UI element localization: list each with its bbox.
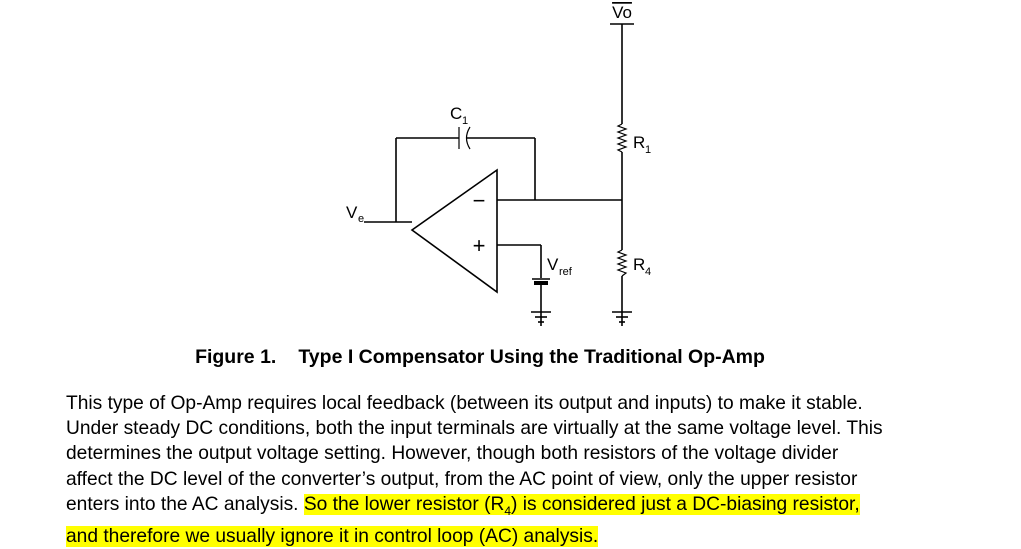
paragraph-line-highlighted xyxy=(66,524,1016,549)
svg-text:R: R xyxy=(633,133,646,152)
paragraph-line: This type of Op-Amp requires local feedback (between its output and inputs) to make it stable. xyxy=(66,393,863,414)
vref-source-icon xyxy=(532,279,550,312)
body-paragraph xyxy=(66,391,1016,549)
svg-text:1: 1 xyxy=(645,144,652,156)
paragraph-line: determines the output voltage setting. However, though both resistors of the voltage divider xyxy=(66,443,839,465)
ground-icon xyxy=(612,312,632,326)
paragraph-line-start: enters into the AC analysis. xyxy=(66,493,304,515)
inverting-input-sign: − xyxy=(472,188,486,213)
svg-text:V: V xyxy=(547,255,559,274)
vo-label: Vo xyxy=(612,3,632,22)
vref-label xyxy=(547,255,573,278)
r4-resistor xyxy=(618,250,626,276)
paragraph-line: Under steady DC conditions, both the input terminals are virtually at the same voltage level. This xyxy=(66,418,883,440)
ve-terminal xyxy=(346,203,412,225)
figure-number: Figure 1. xyxy=(195,346,277,368)
r4-label xyxy=(633,255,651,278)
figure-caption xyxy=(0,346,960,369)
svg-text:e: e xyxy=(358,213,365,225)
vo-terminal xyxy=(610,3,634,24)
paragraph-line: affect the DC level of the converter’s output, from the AC point of view, only the upper resistor xyxy=(66,468,858,490)
highlighted-text: and therefore we usually ignore it in control loop (AC) analysis. xyxy=(66,525,599,547)
svg-text:ref: ref xyxy=(559,266,572,278)
paragraph-line-mixed xyxy=(66,492,1016,524)
svg-text:R: R xyxy=(633,255,646,274)
r1-resistor xyxy=(618,124,626,152)
svg-text:1: 1 xyxy=(462,115,469,127)
svg-text:C: C xyxy=(450,104,463,123)
noninverting-input-sign: + xyxy=(472,233,486,258)
highlighted-text: So the lower resistor $(R_4)$ is considered just a DC-biasing resistor, xyxy=(303,493,860,518)
svg-text:V: V xyxy=(346,203,358,222)
r1-label xyxy=(633,133,651,156)
ground-icon xyxy=(531,312,551,326)
c1-label xyxy=(450,104,468,127)
svg-text:4: 4 xyxy=(645,266,652,278)
figure-title: Type I Compensator Using the Traditional Op-Amp xyxy=(298,346,765,368)
